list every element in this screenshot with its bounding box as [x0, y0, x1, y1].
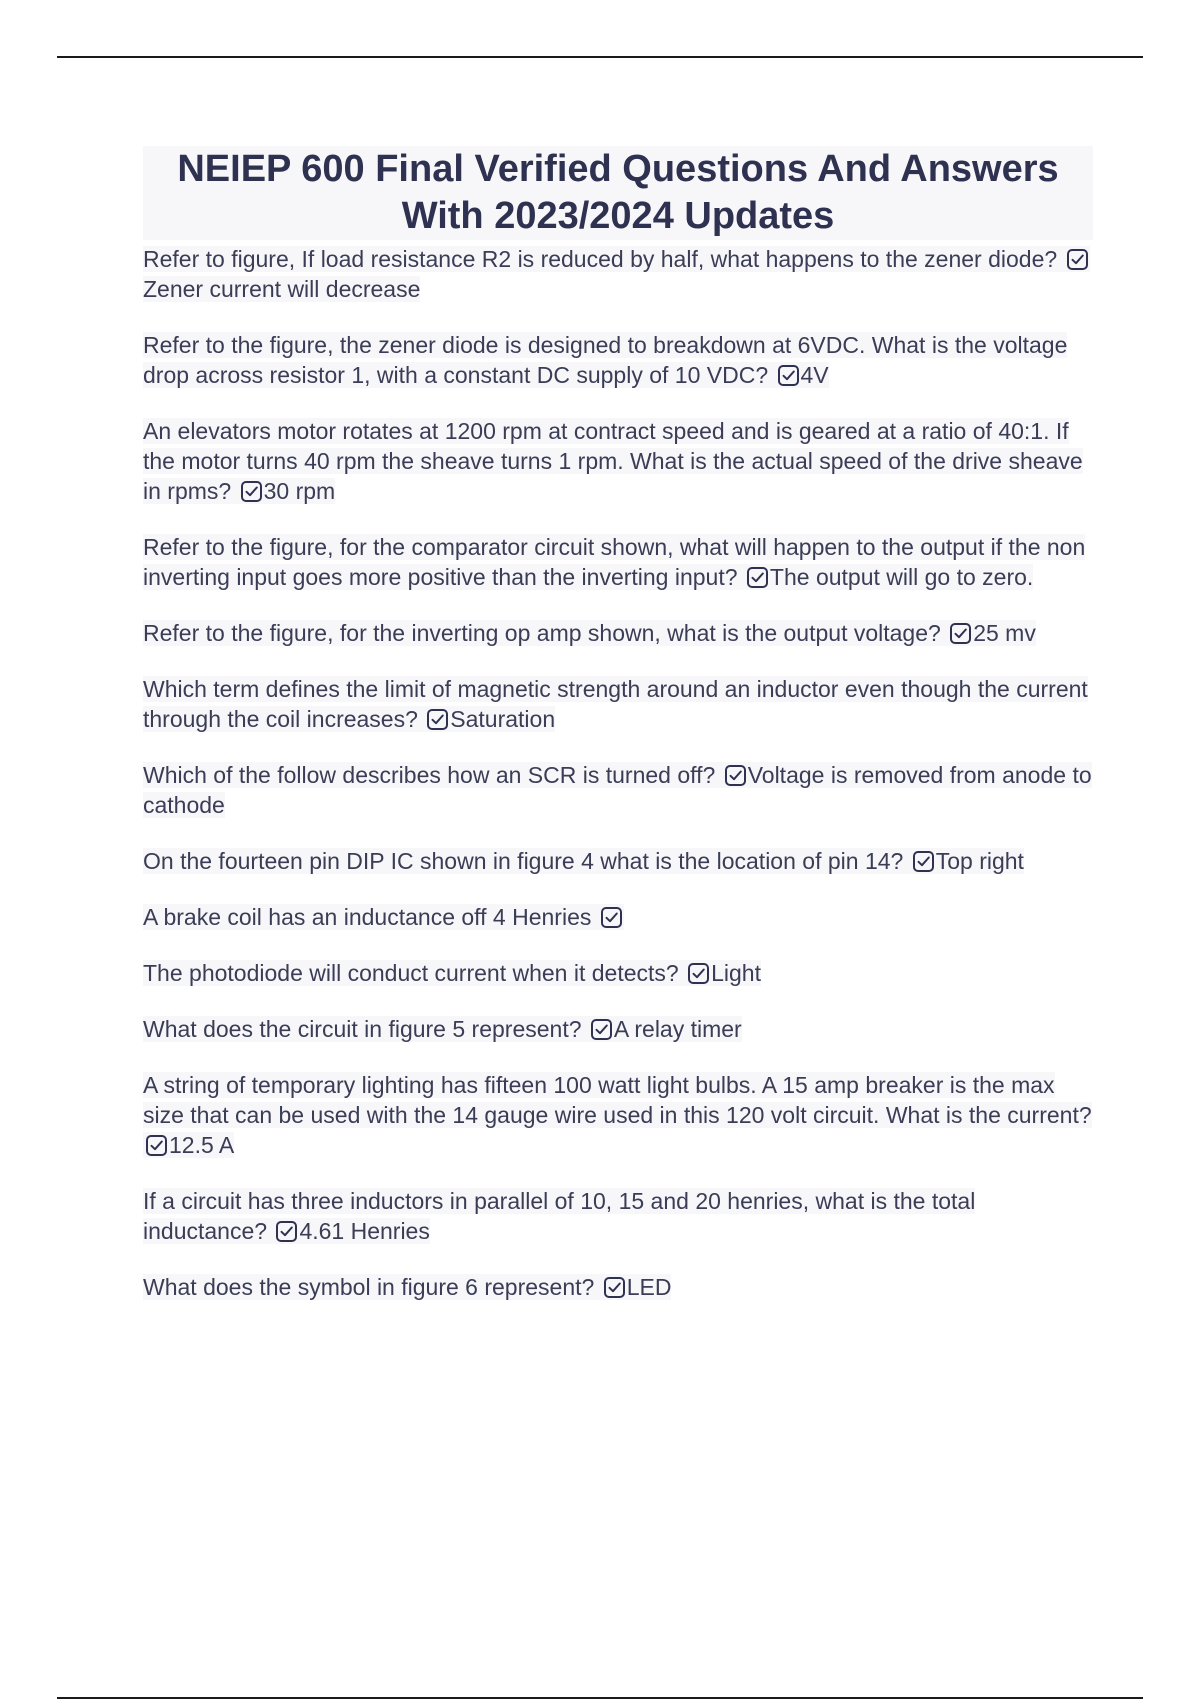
answer-text: Saturation [450, 706, 556, 732]
qa-item [143, 958, 1093, 988]
checkbox-checked-icon [427, 709, 448, 730]
question-text: Refer to the figure, the zener diode is designed to breakdown at 6VDC. What is the voltage drop across resistor 1, with a constant DC supply of 10 VDC? [143, 332, 1068, 388]
answer-text: LED [626, 1274, 672, 1300]
question-text: What does the circuit in figure 5 represent? [143, 1016, 582, 1042]
answer-text: 12.5 A [169, 1132, 235, 1158]
checkbox-checked-icon [146, 1135, 167, 1156]
question-text: Refer to the figure, for the comparator circuit shown, what will happen to the output if the non inverting input goes more positive than the inverting input? [143, 534, 1086, 590]
answer-text: 30 rpm [263, 478, 336, 504]
qa-item [143, 416, 1093, 506]
qa-item [143, 244, 1093, 304]
question-text: The photodiode will conduct current when it detects? [143, 960, 679, 986]
question-text: A string of temporary lighting has fifteen 100 watt light bulbs. A 15 amp breaker is the max size that can be used with the 14 gauge wire used in this 120 volt circuit. What is the current? [143, 1072, 1092, 1128]
answer-text: 4.61 Henries [299, 1218, 430, 1244]
qa-item [143, 1014, 1093, 1044]
checkbox-checked-icon [1067, 249, 1088, 270]
question-text: Refer to figure, If load resistance R2 is reduced by half, what happens to the zener diode? [143, 246, 1058, 272]
qa-item [143, 902, 1093, 932]
qa-item [143, 532, 1093, 592]
page-top-rule [57, 56, 1143, 58]
checkbox-checked-icon [601, 907, 622, 928]
page-bottom-rule [57, 1697, 1143, 1699]
qa-item [143, 1186, 1093, 1246]
checkbox-checked-icon [950, 623, 971, 644]
checkbox-checked-icon [688, 963, 709, 984]
page-title: NEIEP 600 Final Verified Questions And Answers With 2023/2024 Updates [143, 146, 1093, 240]
answer-text: 4V [800, 362, 829, 388]
checkbox-checked-icon [276, 1221, 297, 1242]
question-text: If a circuit has three inductors in parallel of 10, 15 and 20 henries, what is the total inductance? [143, 1188, 976, 1244]
qa-item [143, 330, 1093, 390]
answer-text: The output will go to zero. [769, 564, 1034, 590]
qa-item [143, 618, 1093, 648]
qa-item [143, 674, 1093, 734]
checkbox-checked-icon [913, 851, 934, 872]
qa-item [143, 1070, 1093, 1160]
answer-text: A relay timer [613, 1016, 742, 1042]
document-body [143, 146, 1093, 1328]
question-text: A brake coil has an inductance off 4 Henries [143, 904, 592, 930]
checkbox-checked-icon [778, 365, 799, 386]
question-text: On the fourteen pin DIP IC shown in figure 4 what is the location of pin 14? [143, 848, 904, 874]
answer-text: Voltage is removed from anode to cathode [143, 762, 1092, 818]
qa-item [143, 1272, 1093, 1302]
qa-item [143, 760, 1093, 820]
question-text: Which term defines the limit of magnetic strength around an inductor even though the current through the coil increases? [143, 676, 1088, 732]
qa-item [143, 846, 1093, 876]
answer-text: Top right [935, 848, 1024, 874]
checkbox-checked-icon [725, 765, 746, 786]
question-text: What does the symbol in figure 6 represent? [143, 1274, 595, 1300]
question-text: Refer to the figure, for the inverting op amp shown, what is the output voltage? [143, 620, 941, 646]
answer-text: Zener current will decrease [143, 276, 421, 302]
checkbox-checked-icon [604, 1277, 625, 1298]
qa-list [143, 244, 1093, 1302]
answer-text: Light [711, 960, 761, 986]
checkbox-checked-icon [747, 567, 768, 588]
checkbox-checked-icon [591, 1019, 612, 1040]
question-text: Which of the follow describes how an SCR is turned off? [143, 762, 716, 788]
question-text: An elevators motor rotates at 1200 rpm at contract speed and is geared at a ratio of 40:1. If the motor turns 40 rpm the sheave turns 1 rpm. What is the actual speed of the drive sheave in rpms? [143, 418, 1083, 504]
checkbox-checked-icon [241, 481, 262, 502]
answer-text: 25 mv [973, 620, 1036, 646]
